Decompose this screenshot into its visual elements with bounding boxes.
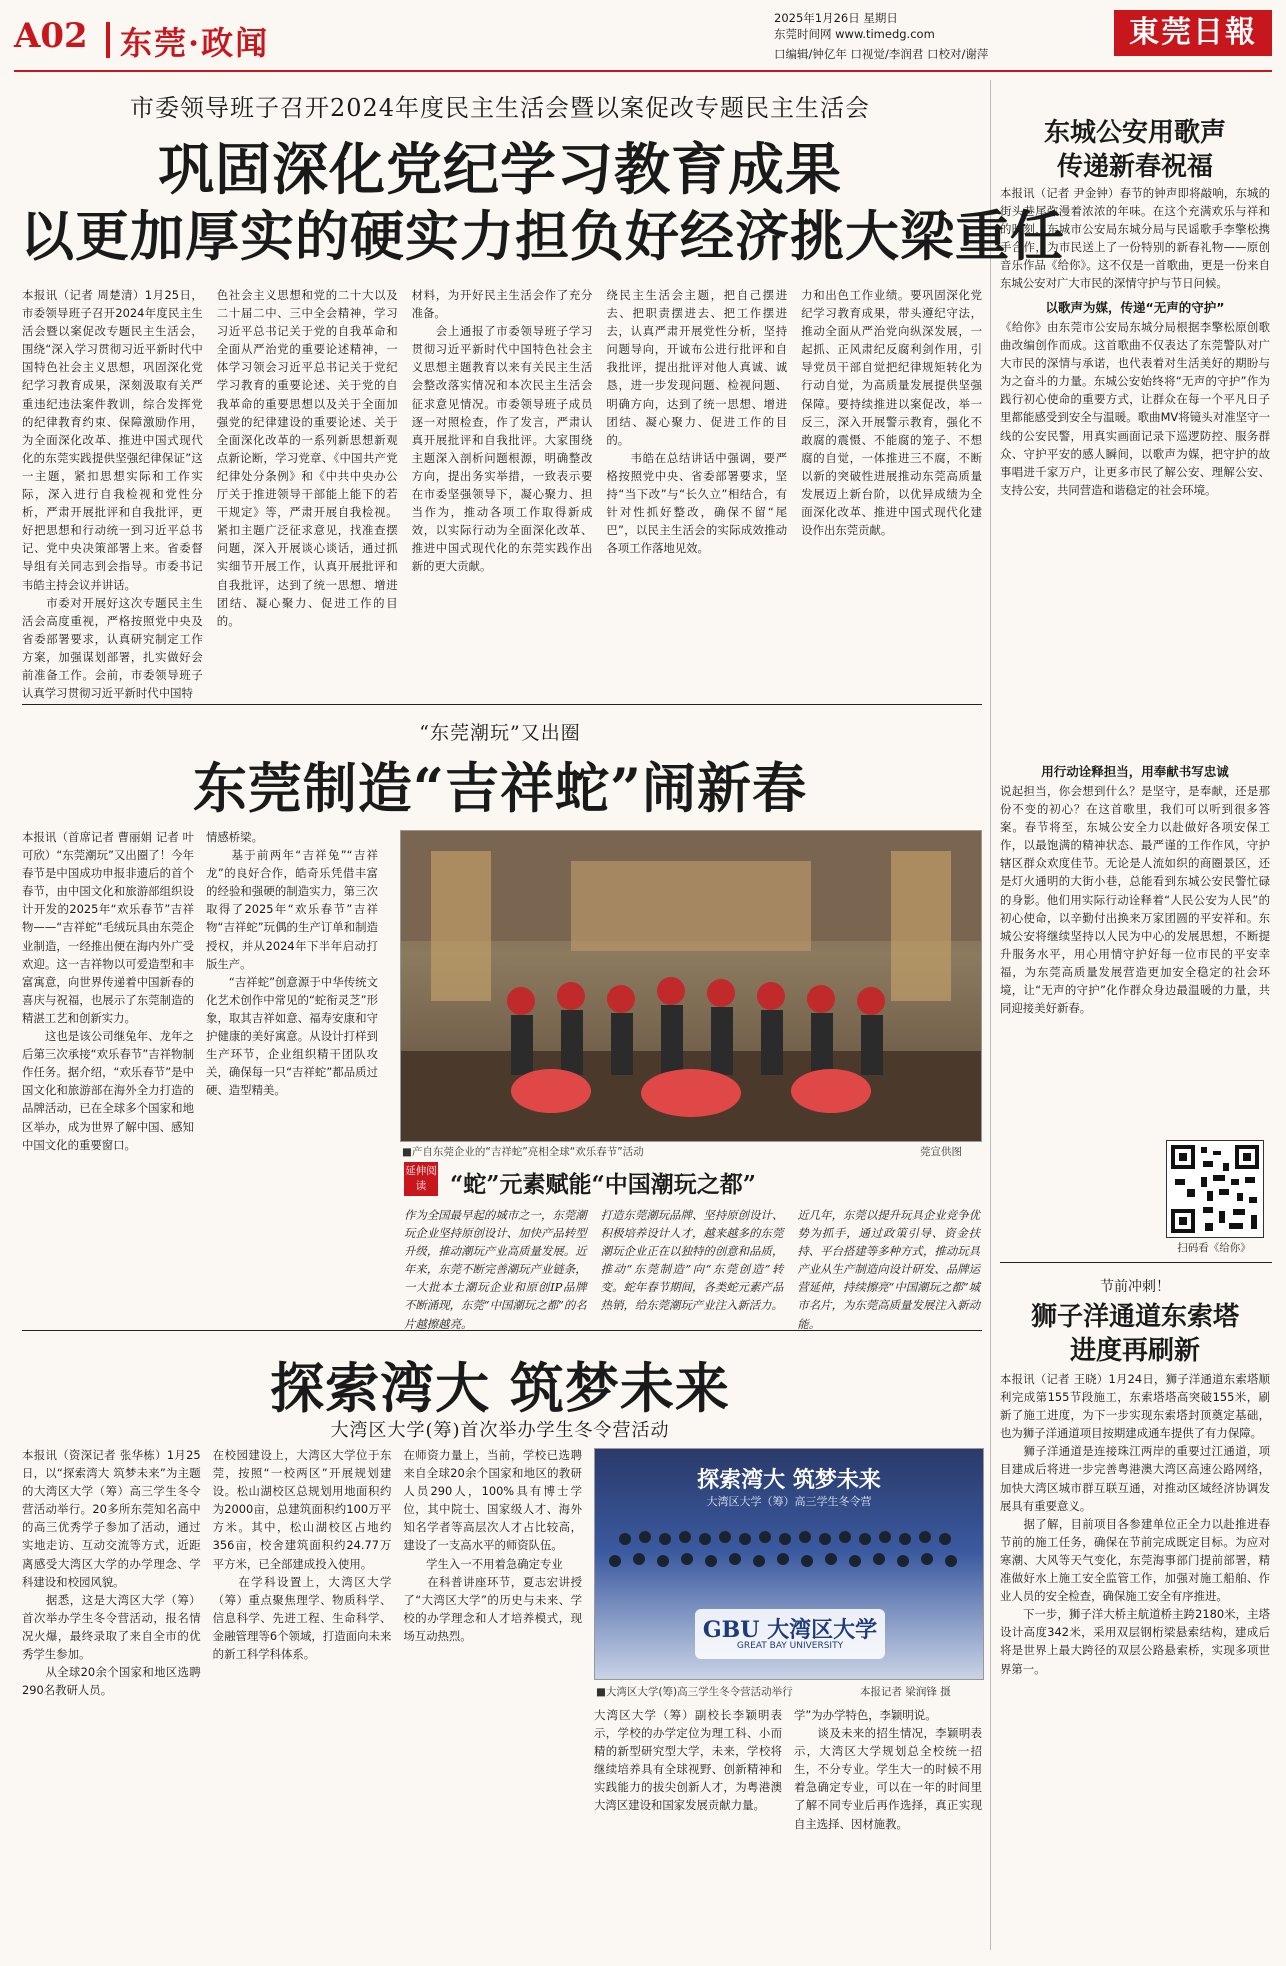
snake-sub-column-2: 打造东莞潮玩品牌、坚持原创设计、积极培养设计人才，越来越多的东莞潮玩企业正在以独特的创意和品质，推动“东莞制造”向“东莞创造”转变。蛇年春节期间，各类蛇元素产品热销，给东莞潮玩产业注入新活力。 <box>600 1208 784 1313</box>
snake-sub-column-1: 作为全国最早起的城市之一，东莞潮玩企业坚持原创设计、加快产品转型升级，推动潮玩产业高质量发展。近年来，东莞不断完善潮玩产业链条，一大批本土潮玩企业和原创IP品牌不断涌现，东莞“中国潮玩之都”的名片越擦越亮。 <box>404 1208 587 1331</box>
snake-bottom-rule <box>22 1330 982 1331</box>
snake-body <box>22 828 378 1320</box>
lead-headline-1: 巩固深化党纪学习教育成果 <box>158 137 842 203</box>
lead-bottom-rule <box>22 704 982 705</box>
sidebar1-bottom-rule <box>1000 1262 1272 1263</box>
gbu-column-4: 大湾区大学（筹）副校长李颖明表示，学校的办学定位为理工科、小而精的新型研究型大学，未来，学校将继续培养具有全球视野、创新精神和实践能力的拔尖创新人才，为粤港澳大湾区建设和国家发展贡献力量。 <box>594 1708 782 1813</box>
gbu-column-5: 学”为办学特色，李颖明说。 谈及未来的招生情况，李颖明表示，大湾区大学规划总全校统一招生，不分专业。学生大一的时候不用着急确定专业，可以在一年的时间里了解不同专业后再作选择，真正实现自主选择、因材施教。 <box>794 1708 982 1831</box>
lead-headline-2: 以更加厚实的硬实力担负好经济挑大梁重任 <box>20 204 1065 268</box>
sidebar2-title-1: 狮子洋通道东索塔 <box>1030 1302 1239 1332</box>
lead-column-4: 绕民主生活会主题，把自己摆进去、把职责摆进去、把工作摆进去，认真严肃开展党性分析，坚持问题导向，开诚布公进行批评和自我批评，提出批评对他人真诚、诚恳，进一步发现问题、检视问题、明确方向，达到了统一思想、增进团结、凝心聚力、促进工作的目的。 韦皓在总结讲话中强调，要严格按照党中央、省委部署要求，坚持“当下改”与“长久立”相结合，有针对性抓好整改，确保不留“尾巴”，以民主生活会的实际成效推动各项工作落地见效。 <box>606 288 788 556</box>
sidebar1-body-2: 说起担当，你会想到什么？是坚守，是奉献，还是那份不变的初心？在这首歌里，我们可以听到很多答案。春节将至，东城公安全力以赴做好各项安保工作，以最饱满的精神状态、最严谨的工作作风，守护辖区群众欢度佳节。无论是人流如织的商圈景区，还是灯火通明的大街小巷，总能看到东城公安民警忙碌的身影。他们用实际行动诠释着“人民公安为人民”的初心使命，以辛勤付出换来万家团圆的平安祥和。东城公安将继续坚持以人民为中心的发展思想，不断提升服务水平，用心用情守护好每一位市民的平安幸福，为东莞高质量发展营造更加安全稳定的社会环境，让“无声的守护”化作群众身边最温暖的力量，共同迎接美好新春。 <box>1000 784 1270 1016</box>
gbu-photo-sign: GBU 大湾区大学 <box>702 1617 878 1643</box>
snake-column-1: 本报讯（首席记者 曹丽娟 记者 叶可欣）“东莞潮玩”又出圈了！今年春节是中国成功申报非遗后的首个春节，由中国文化和旅游部组织设计开发的2025年“欢乐春节”吉祥物——“吉祥蛇”毛绒玩具由东莞企业制造，一经推出便在海内外广受欢迎。这一吉祥物以可爱造型和丰富寓意，向世界传递着中国新春的喜庆与祝福，也展示了东莞制造的精湛工艺和创新实力。 这也是该公司继兔年、龙年之后第三次承接“欢乐春节”吉祥物制作任务。据介绍，“欢乐春节”是中国文化和旅游部在海外全力打造的品牌活动，已在全球多个国家和地区举办，成为世界了解中国、感知中国文化的重要窗口。 <box>22 830 194 1152</box>
gbu-body-top <box>22 1446 582 1942</box>
snake-photo-credit: 莞宣供图 <box>920 1146 962 1158</box>
sidebar2-title-2: 进度再刷新 <box>1069 1336 1200 1366</box>
newspaper-logo: 東莞日報 <box>1114 10 1272 56</box>
gbu-column-2: 在校园建设上，大湾区大学位于东莞，按照“一校两区”开展规划建设。松山湖校区总规划用地面积约为2000亩，总建筑面积约100万平方米。其中，松山湖校区占地约356亩，校舍建筑面积约24.77万平方米，已全部建成投入使用。 在学科设置上，大湾区大学（筹）重点聚焦理学、物质科学、信息科学、先进工程、生命科学、金融管理等6个领域，打造面向未来的新工科学科体系。 <box>212 1448 392 1662</box>
sidebar2-kicker: 节前冲刺！ <box>1100 1279 1170 1295</box>
date-line: 2025年1月26日 星期日 <box>774 11 898 25</box>
gbu-photo-caption: ■大湾区大学(筹)高三学生冬令营活动举行 <box>596 1686 793 1698</box>
sidebar1-intro: 本报讯（记者 尹金钟）春节的钟声即将敲响，东城的街头巷尾弥漫着浓浓的年味。在这个充满欢乐与祥和的时刻，东城市公安局东城分局与民谣歌手李擎松携手合作，为市民送上了一份特别的新春礼物——原创音乐作品《给你》。这不仅是一首歌曲，更是一份来自东城公安对广大市民的深情守护与节日问候。 <box>1000 186 1270 291</box>
page-code-divider <box>106 22 110 58</box>
sidebar1-subhead-2: 用行动诠释担当，用奉献书写忠诚 <box>1041 764 1229 779</box>
qr-code-icon <box>1167 1141 1263 1237</box>
gbu-headline: 探索湾大 筑梦未来 <box>270 1356 730 1420</box>
page-code: A02 <box>14 16 88 56</box>
sidebar1-subhead-1: 以歌声为媒，传递“无声的守护” <box>1045 300 1225 315</box>
sidebar2-body: 本报讯（记者 王晓）1月24日，狮子洋通道东索塔顺利完成第155节段施工，东索塔塔高突破155米，刷新了施工进度，为下一步实现东索塔封顶奠定基础，也为狮子洋通道项目按期建成通车提供了有力保障。 狮子洋通道是连接珠江两岸的重要过江通道，项目建成后将进一步完善粤港澳大湾区高速公路网络，加快大湾区城市群互联互通，对推动区域经济协调发展具有重要意义。 据了解，目前项目各参建单位正全力以赴推进春节前的施工任务，确保在节前完成既定目标。为应对寒潮、大风等天气变化，东莞海事部门提前部署，精准做好水上施工安全监管工作，加强对施工船舶、作业人员的安全检查，确保施工安全有序推进。 下一步，狮子洋大桥主航道桥主跨2180米，主塔设计高度342米，采用双层钢桁梁悬索结构，建成后将是世界上最大跨径的双层公路悬索桥，实现多项世界第一。 <box>1000 1372 1270 1676</box>
snake-column-2: 情感桥梁。 基于前两年“吉祥兔”“吉祥龙”的良好合作，皓奇乐凭借丰富的经验和强硬的制造实力，第三次取得了2025年“欢乐春节”吉祥物“吉祥蛇”玩偶的生产订单和制造授权，并从2024年下半年启动打版生产。 “吉祥蛇”创意源于中华传统文化艺术创作中常见的“蛇衔灵芝”形象，取其吉祥如意、福寿安康和守护健康的美好寓意。从设计打样到生产环节，企业组织精干团队攻关，确保每一只“吉祥蛇”都品质过硬、造型精美。 <box>206 830 378 1098</box>
snake-sub-headline: “蛇”元素赋能“中国潮玩之都” <box>450 1171 756 1198</box>
snake-headline: 东莞制造“吉祥蛇”闹新春 <box>192 756 808 820</box>
lead-body <box>22 286 982 701</box>
sidebar1-title-2: 传递新春祝福 <box>1056 152 1213 182</box>
snake-sub-badge <box>404 1162 438 1196</box>
masthead-rule <box>14 70 1272 72</box>
sidebar1-title-1: 东城公安用歌声 <box>1043 118 1226 148</box>
gbu-photo-banner: 探索湾大 筑梦未来 <box>697 1467 881 1493</box>
qr-caption: 扫码看《给你》 <box>1177 1242 1251 1254</box>
gbu-photo-banner-sub: 大湾区大学（筹）高三学生冬令营 <box>706 1495 872 1508</box>
snake-sub-column-3: 近几年，东莞以提升玩具企业竞争优势为抓手，通过政策引导、资金扶持、平台搭建等多种方式，推动玩具产业从生产制造向设计研发、品牌运营延伸，持续擦亮“中国潮玩之都”城市名片，为东莞高质量发展注入新动能。 <box>797 1208 981 1331</box>
lead-column-2: 色社会主义思想和党的二十大以及二十届二中、三中全会精神，学习习近平总书记关于党的自我革命和全面从严治党的重要论述精神，一体学习领会习近平总书记关于党纪学习教育的重要论述、关于党的自我革命的重要思想以及关于全面加强党的纪律建设的重要论述、关于全面深化改革的一系列新思想新观点新论断，学习党章、《中国共产党纪律处分条例》和《中共中央办公厅关于推进领导干部能上能下的若干规定》等，严肃开展自我检视。紧扣主题广泛征求意见，找准查摆问题，深入开展谈心谈话，通过抓实细节开展工作，认真开展批评和自我批评，达到了统一思想、增进团结、凝心聚力、促进工作的目的。 <box>216 288 398 628</box>
snake-photo-illustration <box>401 831 981 1141</box>
site-line: 东莞时间网 www.timedg.com <box>774 27 935 41</box>
gbu-photo <box>594 1448 984 1680</box>
snake-kicker: “东莞潮玩”又出圈 <box>419 722 581 744</box>
lead-column-5: 力和出色工作业绩。要巩固深化党纪学习教育成果，带头遵纪守法，推动全面从严治党向纵深发展，一起抓、正风肃纪反腐利剑作用，引导党员干部自觉把纪律规矩转化为行动自觉，为高质量发展提供坚强保障。要持续推进以案促改，举一反三，深入开展警示教育，强化不敢腐的震慑、不能腐的笼子、不想腐的自觉，一体推进三不腐，不断以新的突破性进展推动东莞高质量发展迈上新台阶，以优异成绩为全面深化改革、推进中国式现代化建设作出东莞贡献。 <box>801 288 982 538</box>
masthead <box>14 8 1272 70</box>
gbu-body-bottom <box>594 1706 982 1942</box>
snake-photo <box>400 830 982 1142</box>
gbu-column-1: 本报讯（资深记者 张华栋）1月25日，以“探索湾大 筑梦未来”为主题的大湾区大学（筹）高三学生冬令营活动举行。20多所东莞知名高中的高三优秀学子参加了活动，通过实地走访、互动交流等方式，近距离感受大湾区大学的办学理念、学科建设和校园风貌。 据悉，这是大湾区大学（筹）首次举办学生冬令营活动，报名情况火爆，最终录取了来自全市的优秀学生参加。 从全球20余个国家和地区选聘290名教研人员。 <box>22 1448 201 1698</box>
sidebar-divider <box>990 80 991 1950</box>
editors-line: 口编辑/钟亿年 口视觉/李润君 口校对/谢萍 <box>774 47 989 61</box>
lead-column-1: 本报讯（记者 周楚清）1月25日，市委领导班子召开2024年度民主生活会暨以案促改专题民主生活会，围绕“深入学习贯彻习近平新时代中国特色社会主义思想，巩固深化党纪学习教育成果，深刻汲取有关严重违纪违法案件教训，综合发挥党的纪律教育约束、保障激励作用，为全面深化改革、推进中国式现代化的东莞实践提供坚强纪律保证”这一主题，紧扣思想实际和工作实际，深入进行自我检视和党性分析，严肃开展批评和自我批评，更好把思想和行动统一到习近平总书记、党中央决策部署上来。省委督导组有关同志到会指导。市委书记韦皓主持会议并讲话。 市委对开展好这次专题民主生活会高度重视，严格按照党中央及省委部署要求，认真研究制定工作方案，加强谋划部署，扎实做好会前准备工作。会前，市委领导班子认真学习贯彻习近平新时代中国特 <box>22 288 203 701</box>
gbu-photo-credit: 本报记者 梁润锋 摄 <box>860 1686 951 1698</box>
qr-code[interactable] <box>1166 1140 1264 1238</box>
snake-sub-badge-text: 延伸阅读 <box>405 1165 437 1192</box>
sidebar1-body-1: 《给你》由东莞市公安局东城分局根据李擎松原创歌曲改编创作而成。这首歌曲不仅表达了东莞警队对广大市民的深情与承诺，也代表着对生活美好的期盼与为之奋斗的力量。东城公安始终将“无声的守护”作为践行初心使命的重要方式，让群众在每一个平凡日子里都能感受到安全与温暖。歌曲MV将镜头对准坚守一线的公安民警，用真实画面记录下巡逻防控、服务群众、守护平安的感人瞬间，以歌声为媒，把守护的故事唱进千家万户，让更多市民了解公安、理解公安、支持公安，共同营造和谐稳定的社会环境。 <box>1000 320 1270 497</box>
lead-column-3: 材料，为开好民主生活会作了充分准备。 会上通报了市委领导班子学习贯彻习近平新时代中国特色社会主义思想主题教育以来有关民主生活会整改落实情况和本次民主生活会征求意见情况。市委领导班子成员逐一对照检查，作了发言，严肃认真开展批评和自我批评。大家围绕主题深入剖析问题根源，明确整改方向，提出务实举措，一致表示要在市委坚强领导下，凝心聚力、担当作为，推动各项工作取得新成效，以实际行动为全面深化改革、推进中国式现代化的东莞实践作出新的更大贡献。 <box>411 288 593 574</box>
snake-photo-caption: ■产自东莞企业的“吉祥蛇”亮相全球“欢乐春节”活动 <box>402 1146 644 1158</box>
lead-kicker: 市委领导班子召开2024年度民主生活会暨以案促改专题民主生活会 <box>129 94 871 122</box>
gbu-subhead: 大湾区大学(筹)首次举办学生冬令营活动 <box>330 1420 670 1441</box>
gbu-photo-sign-sub: GREAT BAY UNIVERSITY <box>736 1641 844 1651</box>
section-name: 东莞·政闻 <box>120 24 270 62</box>
snake-sub-body <box>404 1206 981 1331</box>
gbu-column-3: 在师资力量上，当前，学校已选聘来自全球20余个国家和地区的教研人员290人，100%具有博士学位，其中院士、国家级人才、海外知名学者等高层次人才占比较高，建设了一支高水平的师资队伍。 学生入一不用着急确定专业 在科普讲座环节，夏志宏讲授了“大湾区大学”的历史与未来、学校的办学理念和人才培养模式，现场互动热烈。 <box>403 1448 583 1643</box>
